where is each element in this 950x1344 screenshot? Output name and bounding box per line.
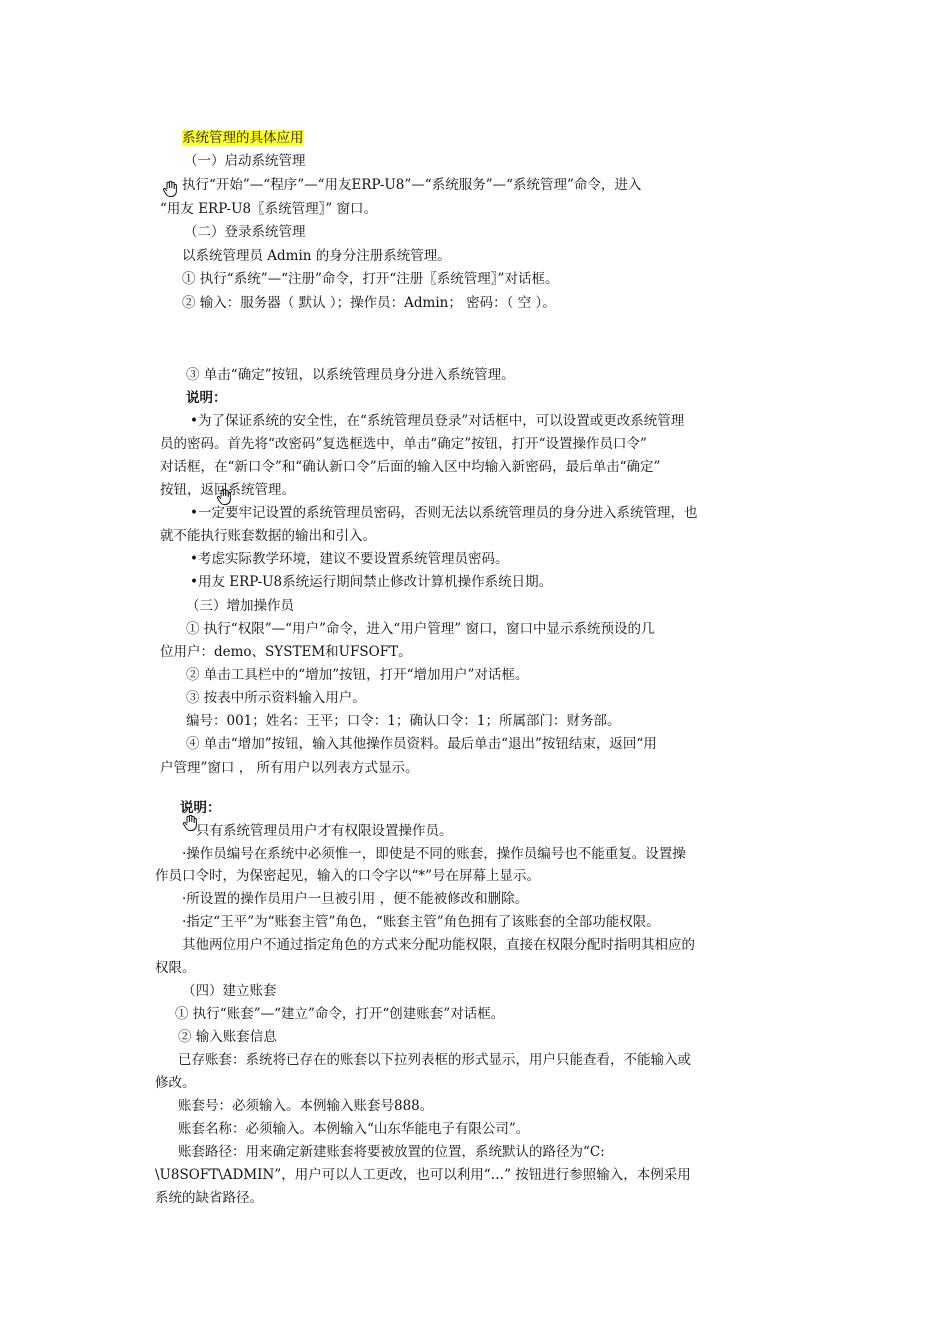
text-line: 说明： [186, 390, 227, 406]
text-line: 作员口令时，为保密起见，输入的口令字以“*”号在屏幕上显示。 [155, 868, 541, 884]
hand-cursor-icon [216, 488, 232, 506]
text-line: ④ 单击“增加”按钮，输入其他操作员资料。最后单击“退出”按钮结束，返回“用 [186, 736, 657, 752]
text-line: 编号：001；姓名：王平；口令：1；确认口令：1；所属部门：财务部。 [186, 713, 621, 729]
text-line: 对话框，在“新口令”和“确认新口令”后面的输入区中均输入新密码，最后单击“确定” [160, 459, 661, 475]
text-line: （三）增加操作员 [186, 598, 294, 614]
text-line: 已存账套：系统将已存在的账套以下拉列表框的形式显示，用户只能查看，不能输入或 [178, 1052, 691, 1068]
text-line: \U8SOFT\ADMIN”，用户可以人工更改，也可以利用“…” 按钮进行参照输入，本例采用 [155, 1167, 691, 1183]
text-line: 权限。 [155, 960, 196, 976]
text-line: 以系统管理员 Admin 的身分注册系统管理。 [182, 248, 451, 264]
text-line: ① 执行“账套”—“建立”命令，打开“创建账套”对话框。 [175, 1006, 505, 1022]
text-line: •用友 ERP-U8系统运行期间禁止修改计算机操作系统日期。 [190, 574, 553, 590]
text-line: 员的密码。首先将“改密码”复选框选中，单击“确定”按钮，打开“设置操作员口令” [160, 436, 647, 452]
text-line: •考虑实际教学环境，建议不要设置系统管理员密码。 [190, 551, 509, 567]
text-line: ① 执行“权限”—“用户”命令，进入“用户管理” 窗口，窗口中显示系统预设的几 [186, 621, 655, 637]
text-line: ② 输入账套信息 [178, 1029, 277, 1045]
text-line: 说明： [180, 800, 221, 816]
text-line: ③ 按表中所示资料输入用户。 [186, 690, 366, 706]
text-line: 修改。 [155, 1075, 196, 1091]
text-line: 账套号：必须输入。本例输入账套号888。 [178, 1098, 434, 1114]
text-line: （四）建立账套 [182, 983, 277, 999]
text-line: •为了保证系统的安全性，在“系统管理员登录”对话框中，可以设置或更改系统管理 [190, 413, 685, 429]
text-line: ·指定“王平”为“账套主管”角色，“账套主管”角色拥有了该账套的全部功能权限。 [182, 914, 660, 930]
text-line: 其他两位用户不通过指定角色的方式来分配功能权限，直接在权限分配时指明其相应的 [182, 937, 695, 953]
text-line: 位用户：demo、SYSTEM和UFSOFT。 [160, 644, 412, 660]
text-line: ② 输入：服务器（ 默认 ）；操作员：Admin； 密码：（ 空 ）。 [182, 295, 556, 311]
text-line: ③ 单击“确定”按钮，以系统管理员身分进入系统管理。 [186, 367, 515, 383]
text-line: （二）登录系统管理 [184, 224, 306, 240]
text-line: 系统管理的具体应用 [182, 130, 304, 146]
text-line: （一）启动系统管理 [184, 153, 306, 169]
text-line: 账套名称：必须输入。本例输入“山东华能电子有限公司”。 [178, 1121, 530, 1137]
text-line: 执行“开始”—“程序”—“用友ERP-U8”—“系统服务”—“系统管理”命令，进入 [182, 177, 642, 193]
text-line: ·所设置的操作员用户一旦被引用 ，便不能被修改和删除。 [182, 891, 529, 907]
text-line: 按钮，返回系统管理。 [160, 482, 295, 498]
text-line: 只有系统管理员用户才有权限设置操作员。 [196, 823, 453, 839]
text-line: 就不能执行账套数据的输出和引入。 [160, 528, 376, 544]
text-line: ② 单击工具栏中的“增加”按钮，打开“增加用户”对话框。 [186, 667, 529, 683]
text-line: 户管理”窗口 ， 所有用户以列表方式显示。 [160, 760, 419, 776]
text-line: •一定要牢记设置的系统管理员密码，否则无法以系统管理员的身分进入系统管理，也 [190, 505, 698, 521]
hand-cursor-icon [182, 814, 198, 832]
hand-cursor-icon [162, 180, 178, 198]
text-line: “用友 ERP-U8〖系统管理〗” 窗口。 [160, 201, 378, 217]
text-line: ·操作员编号在系统中必须惟一，即使是不同的账套，操作员编号也不能重复。设置操 [182, 846, 686, 862]
text-line: ① 执行“系统”—“注册”命令，打开“注册〖系统管理〗”对话框。 [182, 271, 559, 287]
text-line: 账套路径：用来确定新建账套将要被放置的位置，系统默认的路径为“C: [178, 1144, 605, 1160]
text-line: 系统的缺省路径。 [155, 1190, 263, 1206]
